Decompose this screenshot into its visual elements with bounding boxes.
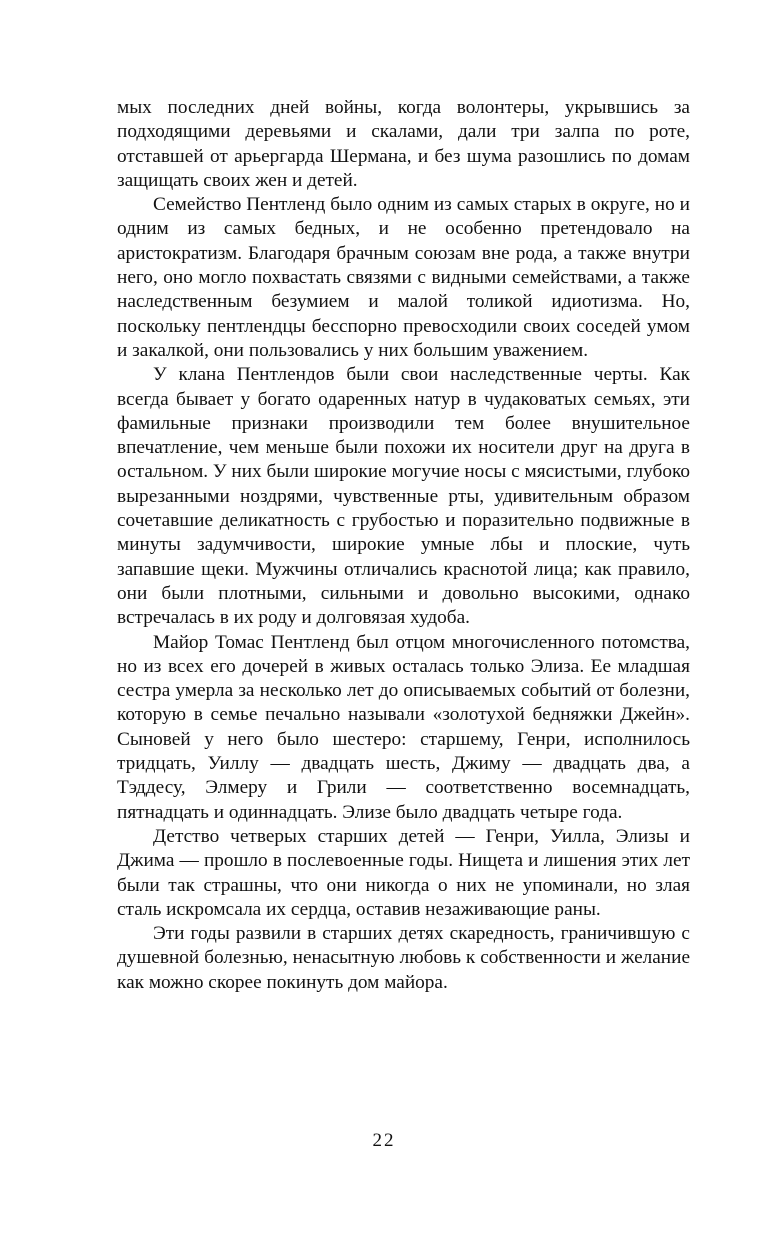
paragraph: Семейство Пентленд было одним из самых старых в округе, но и одним из самых бедных, и не особенно претендовало на аристократизм. Благодаря брачным союзам вне рода, а также внутри него, оно могло похвастать связями с видными семействами, а также наследственным безумием и малой толикой идиотизма. Но, поскольку пентлендцы бесспорно превосходили своих соседей умом и закалкой, они пользовались у них большим уважением. — [117, 194, 690, 361]
paragraph-continued: мых последних дней войны, когда волонтеры, укрывшись за подходящими деревьями и скалами, дали три залпа по роте, отставшей от арьергарда Шермана, и без шума разошлись по домам защищать своих жен и детей. — [117, 97, 690, 191]
paragraph: Майор Томас Пентленд был отцом многочисленного потомства, но из всех его дочерей в живых осталась только Элиза. Ее младшая сестра умерла за несколько лет до описываемых событий от болезни, которую в семье печально называли «золотухой бедняжки Джейн». Сыновей у него было шестеро: старшему, Генри, исполнилось тридцать, Уиллу — двадцать шесть, Джиму — двадцать два, а Тэддесу, Элмеру и Грили — соответственно восемнадцать, пятнадцать и одиннадцать. Элизе было двадцать четыре года. — [117, 631, 690, 823]
paragraph: Эти годы развили в старших детях скаредность, граничившую с душевной болезнью, ненасытную любовь к собственности и желание как можно скорее покинуть дом майора. — [117, 923, 690, 993]
page-body — [117, 96, 690, 995]
paragraph: У клана Пентлендов были свои наследственные черты. Как всегда бывает у богато одаренных натур в чудаковатых семьях, эти фамильные признаки производили тем более внушительное впечатление, чем меньше были похожи их носители друг на друга в остальном. У них были широкие могучие носы с мясистыми, глубоко вырезанными ноздрями, чувственные рты, удивительным образом сочетавшие деликатность с грубостью и поразительно подвижные в минуты задумчивости, широкие умные лбы и плоские, чуть запавшие щеки. Мужчины отличались краснотой лица; как правило, они были плотными, сильными и довольно высокими, однако встречалась в их роду и долговязая худоба. — [117, 364, 690, 629]
paragraph: Детство четверых старших детей — Генри, Уилла, Элизы и Джима — прошло в послевоенные годы. Нищета и лишения этих лет были так страшны, что они никогда о них не упоминали, но злая сталь искромсала их сердца, оставив незаживающие раны. — [117, 825, 690, 920]
page-number: 22 — [372, 1130, 396, 1151]
